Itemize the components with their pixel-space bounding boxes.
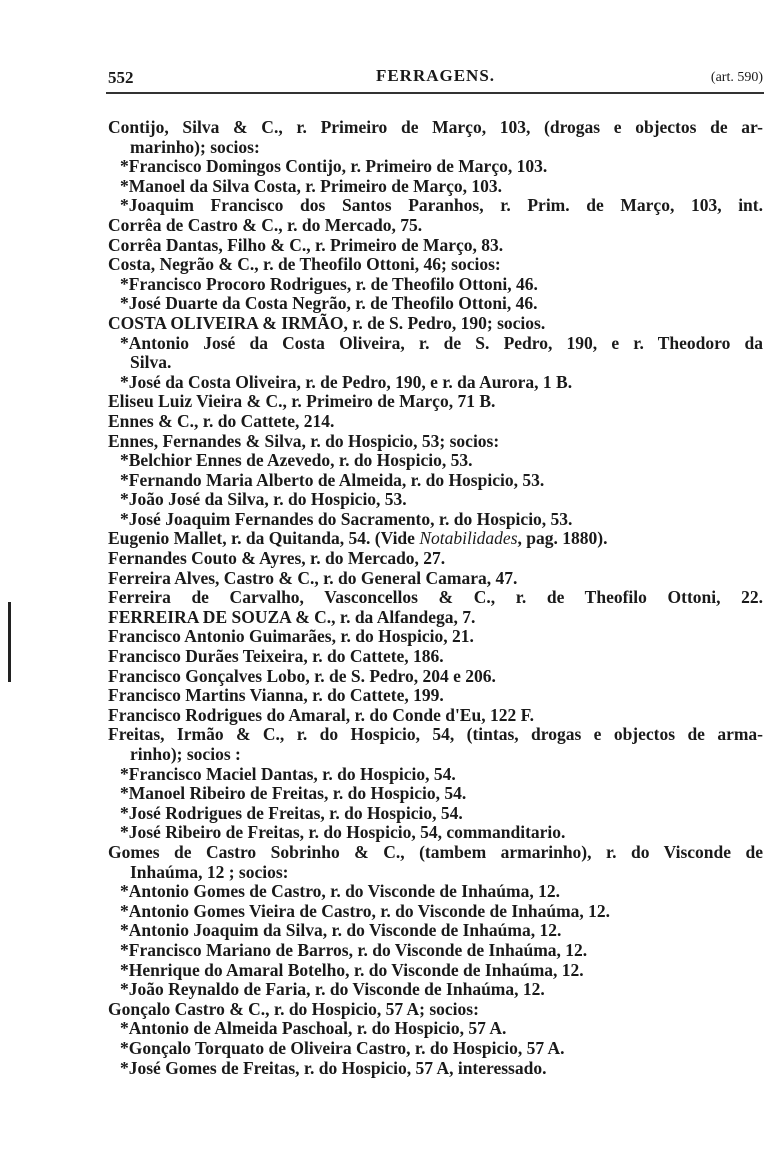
- entry-text: *José Duarte da Costa Negrão, r. de Theofilo Ottoni, 46.: [120, 293, 538, 314]
- entry-text: *Francisco Mariano de Barros, r. do Visconde de Inhaúma, 12.: [120, 939, 588, 960]
- partner-entry: [108, 784, 763, 804]
- directory-entry: [108, 392, 763, 412]
- entry-continuation: [108, 353, 763, 373]
- directory-entry: [108, 432, 763, 452]
- entry-text: *José Ribeiro de Freitas, r. do Hospicio, 54, commanditario.: [120, 822, 566, 843]
- entry-text: *Fernando Maria Alberto de Almeida, r. do Hospicio, 53.: [120, 469, 545, 490]
- entry-text: Eugenio Mallet, r. da Quitanda, 54. (Vide: [108, 528, 420, 549]
- page-number: 552: [108, 68, 134, 87]
- partner-entry: [108, 294, 763, 314]
- directory-entry: [108, 216, 763, 236]
- partner-entry: [108, 275, 763, 295]
- entry-text: Francisco Rodrigues do Amaral, r. do Conde d'Eu, 122 F.: [108, 704, 535, 725]
- directory-entry: [108, 529, 763, 549]
- directory-entry: [108, 1000, 763, 1020]
- directory-entry: [108, 627, 763, 647]
- entry-text: Francisco Gonçalves Lobo, r. de S. Pedro, 204 e 206.: [108, 665, 496, 686]
- entry-text: Ferreira Alves, Castro & C., r. do General Camara, 47.: [108, 567, 518, 588]
- directory-entry: [108, 236, 763, 256]
- entry-text: Eliseu Luiz Vieira & C., r. Primeiro de Março, 71 B.: [108, 391, 496, 412]
- directory-listing: [108, 118, 763, 1078]
- partner-entry: [108, 882, 763, 902]
- directory-entry: [108, 647, 763, 667]
- entry-text: Francisco Martins Vianna, r. do Cattete, 199.: [108, 685, 444, 706]
- entry-continuation: [108, 863, 763, 883]
- entry-text: *Francisco Procoro Rodrigues, r. de Theofilo Ottoni, 46.: [120, 273, 538, 294]
- entry-text: Fernandes Couto & Ayres, r. do Mercado, 27.: [108, 548, 446, 569]
- entry-text: *Henrique do Amaral Botelho, r. do Visconde de Inhaúma, 12.: [120, 959, 584, 980]
- directory-entry: [108, 569, 763, 589]
- entry-text: *Antonio Joaquim da Silva, r. do Visconde de Inhaúma, 12.: [120, 920, 562, 941]
- entry-text: Corrêa Dantas, Filho & C., r. Primeiro de Março, 83.: [108, 234, 504, 255]
- partner-entry: [108, 471, 763, 491]
- directory-entry: [108, 725, 763, 745]
- entry-text: Gonçalo Castro & C., r. do Hospicio, 57 A; socios:: [108, 998, 479, 1019]
- partner-entry: [108, 1019, 763, 1039]
- directory-entry: [108, 255, 763, 275]
- directory-entry: [108, 549, 763, 569]
- header-rule: [106, 92, 764, 94]
- entry-text: Contijo, Silva & C., r. Primeiro de Março, 103, (drogas e objectos de ar-: [108, 117, 763, 137]
- entry-text: FERREIRA DE SOUZA & C., r. da Alfandega, 7.: [108, 606, 476, 627]
- entry-text: *Antonio Gomes Vieira de Castro, r. do Visconde de Inhaúma, 12.: [120, 900, 611, 921]
- entry-text: *Francisco Maciel Dantas, r. do Hospicio, 54.: [120, 763, 456, 784]
- page-title: FERRAGENS.: [375, 66, 496, 85]
- directory-entry: [108, 608, 763, 628]
- entry-text: *Antonio de Almeida Paschoal, r. do Hospicio, 57 A.: [120, 1018, 507, 1039]
- directory-entry: [108, 706, 763, 726]
- entry-text: Inhaúma, 12 ; socios:: [130, 861, 289, 882]
- entry-text: Gomes de Castro Sobrinho & C., (tambem armarinho), r. do Visconde de: [108, 841, 763, 862]
- entry-continuation: [108, 745, 763, 765]
- partner-entry: [108, 1039, 763, 1059]
- margin-mark: [8, 602, 11, 682]
- directory-entry: [108, 118, 763, 138]
- entry-text: COSTA OLIVEIRA & IRMÃO, r. de S. Pedro, 190; socios.: [108, 312, 546, 333]
- partner-entry: [108, 823, 763, 843]
- directory-entry: [108, 412, 763, 432]
- entry-text: *José Gomes de Freitas, r. do Hospicio, 57 A, interessado.: [120, 1057, 547, 1078]
- entry-text: *José Joaquim Fernandes do Sacramento, r. do Hospicio, 53.: [120, 508, 573, 529]
- partner-entry: [108, 373, 763, 393]
- partner-entry: [108, 1059, 763, 1079]
- page-header: [108, 66, 763, 90]
- entry-text: Francisco Durães Teixeira, r. do Cattete, 186.: [108, 646, 444, 667]
- entry-text: Costa, Negrão & C., r. de Theofilo Ottoni, 46; socios:: [108, 254, 501, 275]
- partner-entry: [108, 941, 763, 961]
- entry-text: Corrêa de Castro & C., r. do Mercado, 75.: [108, 214, 423, 235]
- entry-text: *João Reynaldo de Faria, r. do Visconde de Inhaúma, 12.: [120, 979, 545, 1000]
- entry-text: marinho); socios:: [130, 136, 260, 157]
- partner-entry: [108, 510, 763, 530]
- entry-text: *Joaquim Francisco dos Santos Paranhos, r. Prim. de Março, 103, int.: [120, 195, 763, 216]
- entry-text: , pag. 1880).: [517, 528, 608, 549]
- partner-entry: [108, 177, 763, 197]
- entry-text: Ennes, Fernandes & Silva, r. do Hospicio, 53; socios:: [108, 430, 500, 451]
- partner-entry: [108, 804, 763, 824]
- partner-entry: [108, 921, 763, 941]
- entry-text: *João José da Silva, r. do Hospicio, 53.: [120, 489, 407, 510]
- directory-entry: [108, 588, 763, 608]
- entry-text: Francisco Antonio Guimarães, r. do Hospicio, 21.: [108, 626, 474, 647]
- directory-entry: [108, 686, 763, 706]
- entry-text: *José da Costa Oliveira, r. de Pedro, 190, e r. da Aurora, 1 B.: [120, 371, 573, 392]
- entry-text: *Manoel da Silva Costa, r. Primeiro de Março, 103.: [120, 175, 503, 196]
- directory-entry: [108, 314, 763, 334]
- article-reference: (art. 590): [710, 70, 763, 85]
- partner-entry: [108, 157, 763, 177]
- entry-text: rinho); socios :: [130, 744, 241, 764]
- entry-text: *José Rodrigues de Freitas, r. do Hospicio, 54.: [120, 802, 463, 823]
- entry-text: Silva.: [130, 352, 172, 373]
- entry-text: *Antonio José da Costa Oliveira, r. de S. Pedro, 190, e r. Theodoro da: [120, 332, 763, 353]
- partner-entry: [108, 902, 763, 922]
- directory-entry: [108, 667, 763, 687]
- italic-reference: Notabilidades: [419, 528, 518, 549]
- partner-entry: [108, 980, 763, 1000]
- partner-entry: [108, 490, 763, 510]
- entry-text: *Antonio Gomes de Castro, r. do Visconde de Inhaúma, 12.: [120, 881, 560, 902]
- partner-entry: [108, 196, 763, 216]
- entry-text: *Francisco Domingos Contijo, r. Primeiro de Março, 103.: [120, 156, 548, 177]
- directory-entry: [108, 843, 763, 863]
- entry-text: Ferreira de Carvalho, Vasconcellos & C., r. de Theofilo Ottoni, 22.: [108, 587, 763, 608]
- partner-entry: [108, 451, 763, 471]
- entry-text: Freitas, Irmão & C., r. do Hospicio, 54, (tintas, drogas e objectos de arma-: [108, 724, 763, 745]
- entry-text: *Gonçalo Torquato de Oliveira Castro, r. do Hospicio, 57 A.: [120, 1037, 565, 1058]
- partner-entry: [108, 334, 763, 354]
- entry-continuation: [108, 138, 763, 158]
- partner-entry: [108, 961, 763, 981]
- entry-text: *Manoel Ribeiro de Freitas, r. do Hospicio, 54.: [120, 783, 467, 804]
- entry-text: *Belchior Ennes de Azevedo, r. do Hospicio, 53.: [120, 450, 473, 471]
- entry-text: Ennes & C., r. do Cattete, 214.: [108, 410, 335, 431]
- partner-entry: [108, 765, 763, 785]
